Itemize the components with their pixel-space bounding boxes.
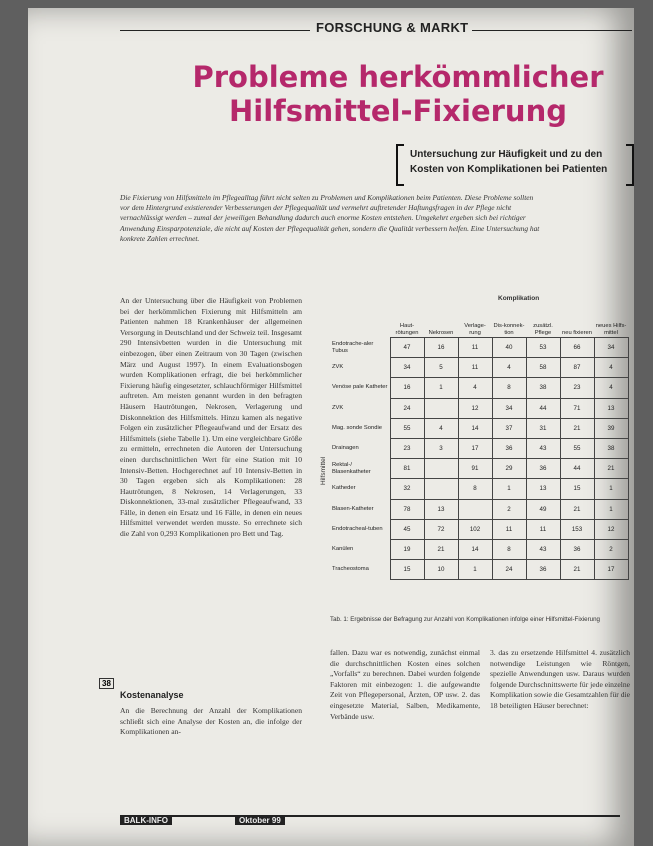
footer-issue: Oktober 99 bbox=[235, 816, 285, 825]
table-cell: 10 bbox=[424, 560, 458, 580]
table-cell: 11 bbox=[458, 358, 492, 378]
table-cell: 8 bbox=[492, 378, 526, 398]
table-cell bbox=[424, 459, 458, 479]
table-cell: 21 bbox=[560, 560, 594, 580]
table-cell: 2 bbox=[594, 539, 628, 559]
table-cell: 43 bbox=[526, 438, 560, 458]
table-cell: 66 bbox=[560, 338, 594, 358]
headline-line2: Hilfsmittel-Fixierung bbox=[229, 94, 567, 128]
table-cell: 78 bbox=[390, 499, 424, 519]
table-cell: 1 bbox=[458, 560, 492, 580]
row-label: Mag. sonde Sondie bbox=[332, 424, 382, 431]
table-row bbox=[330, 358, 628, 378]
table-cell: 12 bbox=[458, 398, 492, 418]
table-row bbox=[330, 398, 628, 418]
row-label: Endotracheal-tuben bbox=[332, 525, 383, 532]
table-cell: 53 bbox=[526, 338, 560, 358]
body-column-left bbox=[120, 296, 302, 540]
body-column-right bbox=[490, 648, 630, 712]
table-cell: 36 bbox=[492, 438, 526, 458]
row-label: Endotrache-aler Tubus bbox=[332, 340, 374, 354]
footer-publication: BALK-INFO bbox=[120, 816, 172, 825]
table-cell: 21 bbox=[424, 539, 458, 559]
table-cell: 36 bbox=[526, 459, 560, 479]
lead-paragraph: Die Fixierung von Hilfsmitteln im Pflegealltag führt nicht selten zu Problemen und Komplikationen beim Patienten. Diese Probleme sollten vor dem Hintergrund existierender Verbesserungen der Pflegequalität und vermehrt auftretender Haftungsfragen in der Pflege nicht vernachlässigt werden – zumal der jeweiligen Behandlung dadurch auch enorme Kosten entstehen. Umgekehrt ergeben sich bei richtiger Anwendung Einsparpotenziale, die nicht auf Kosten der Pflegequalität gehen, sondern die Qualität verbessern helfen. Eine Untersuchung hat konkrete Zahlen errechnet. bbox=[120, 193, 540, 243]
table-cell: 13 bbox=[424, 499, 458, 519]
table-cell: 24 bbox=[492, 560, 526, 580]
column-header: Verlage-rung bbox=[464, 323, 486, 336]
table-cell: 3 bbox=[424, 438, 458, 458]
table-row bbox=[330, 438, 628, 458]
table-row bbox=[330, 499, 628, 519]
table-row bbox=[330, 519, 628, 539]
table-cell: 32 bbox=[390, 479, 424, 499]
table-row-axis-label: Hilfsmittel bbox=[320, 456, 327, 485]
table-cell: 44 bbox=[526, 398, 560, 418]
row-label: ZVK bbox=[332, 404, 344, 411]
table-cell: 40 bbox=[492, 338, 526, 358]
table-group-header: Komplikation bbox=[498, 295, 540, 302]
body-text: An der Untersuchung über die Häufigkeit von Problemen bei der herkömmlichen Fixierung mit Hilfsmitteln am Patienten nahmen 18 Krankenhäuser der allgemeinen Versorgung in Deutschland und der Schweiz teil. Insgesamt 290 Intensivbetten wurden in die Untersuchung mit einbezogen, über einen Zeitraum von 30 Tagen (zwischen März und August 1997). In einem Evaluationsbogen wurden Komplikationen erfragt, die bei herkömmlicher Fixierung häufig eingesetzter, schlauchförmiger Hilfsmittel auftreten. Am meisten genannt wurden in den befragten Häusern Hautrötungen, Nekrosen, Verlagerung und Diskonnektion des Hilfsmittels. Hinzu kamen als negative Folgen ein zusätzlicher Pflegeaufwand und der Ersatz des Hilfsmittels (siehe Tabelle 1). Um eine vergleichbare Größe zu ermitteln, errechneten die Autoren der Untersuchung einen durchschnittlichen Wert für eine Station mit 10 Intensiv-Betten. Hochgerechnet auf 10 Intensiv-Betten in 30 Tagen ergeben sich als Komplikationen: 28 Hautrötungen, 8 Nekrosen, 14 Verlagerungen, 33 Diskonnektionen, 33-mal zusätzlicher Pflegeaufwand, 33 Fälle, in denen ein Ersatz und 16 Fälle, in denen ein neues Hilfsmittel verwendet werden musste. So errechnete sich die Zahl von 0,293 Komplikationen pro Bett und Tag. bbox=[120, 296, 302, 539]
table-cell: 8 bbox=[458, 479, 492, 499]
table-cell: 2 bbox=[492, 499, 526, 519]
column-header: Dis-konnek-tion bbox=[493, 323, 525, 336]
table-cell: 16 bbox=[390, 378, 424, 398]
header-rule-right bbox=[472, 30, 632, 31]
table-cell: 4 bbox=[594, 378, 628, 398]
table-cell: 49 bbox=[526, 499, 560, 519]
section-heading-costs: Kostenanalyse bbox=[120, 690, 184, 700]
table-cell: 1 bbox=[424, 378, 458, 398]
table-cell: 72 bbox=[424, 519, 458, 539]
table-cell: 19 bbox=[390, 539, 424, 559]
table-cell: 23 bbox=[560, 378, 594, 398]
table-cell: 71 bbox=[560, 398, 594, 418]
complications-table bbox=[330, 307, 629, 580]
body-text: 3. das zu ersetzende Hilfsmittel 4. zusätzlich notwendige Leistungen wie Röntgen, spezielle Anwendungen usw. Daraus wurden folgende Durchschnittswerte für jede einzelne Komplikation sowie die Gesamtzahlen für die 18 beteiligten Häuser berechnet: bbox=[490, 648, 631, 710]
table-cell: 38 bbox=[594, 438, 628, 458]
table-cell: 29 bbox=[492, 459, 526, 479]
table-cell: 1 bbox=[594, 479, 628, 499]
table-row bbox=[330, 418, 628, 438]
table-row bbox=[330, 378, 628, 398]
row-label: Katheder bbox=[332, 485, 356, 492]
table-row bbox=[330, 560, 628, 580]
table-cell: 31 bbox=[526, 418, 560, 438]
column-header: neues Hilfs-mittel bbox=[595, 323, 627, 336]
table-cell: 5 bbox=[424, 358, 458, 378]
page-footer bbox=[120, 815, 620, 827]
table-row bbox=[330, 479, 628, 499]
header-rule-left bbox=[120, 30, 310, 31]
table-cell: 102 bbox=[458, 519, 492, 539]
table-cell: 44 bbox=[560, 459, 594, 479]
table-cell bbox=[424, 398, 458, 418]
table-cell: 58 bbox=[526, 358, 560, 378]
bracket-right bbox=[626, 144, 634, 186]
table-cell: 4 bbox=[458, 378, 492, 398]
column-header: neu fixieren bbox=[562, 330, 592, 336]
table-caption: Tab. 1: Ergebnisse der Befragung zur Anzahl von Komplikationen infolge einer Hilfsmittel-Fixierung bbox=[330, 616, 600, 623]
table-cell: 43 bbox=[526, 539, 560, 559]
row-label: Venöse pale Katheter bbox=[332, 384, 388, 391]
table-cell: 39 bbox=[594, 418, 628, 438]
table-cell: 4 bbox=[594, 358, 628, 378]
table-cell: 14 bbox=[458, 539, 492, 559]
table-cell: 23 bbox=[390, 438, 424, 458]
table-cell: 36 bbox=[560, 539, 594, 559]
table-cell: 81 bbox=[390, 459, 424, 479]
table-cell: 17 bbox=[458, 438, 492, 458]
table-cell: 1 bbox=[594, 499, 628, 519]
row-label: Rektal-/ Blasenkatheter bbox=[332, 461, 371, 475]
table-cell: 45 bbox=[390, 519, 424, 539]
table-cell: 8 bbox=[492, 539, 526, 559]
body-column-middle bbox=[330, 648, 480, 722]
table-cell: 153 bbox=[560, 519, 594, 539]
table-cell: 11 bbox=[458, 338, 492, 358]
table-cell: 13 bbox=[594, 398, 628, 418]
subtitle-box bbox=[396, 144, 634, 184]
body-column-left-2 bbox=[120, 706, 302, 738]
table-cell: 17 bbox=[594, 560, 628, 580]
row-label: Blasen-Katheter bbox=[332, 505, 374, 512]
body-text: fallen. Dazu war es notwendig, zunächst einmal die durchschnittlichen Kosten eines solchen „Vorfalls“ zu berechnen. Dabei wurden folgende Faktoren mit einbezogen: 1. die aufgewandte Zeit von Pflegepersonal, Ärzten, OP usw. 2. das eingesetzte Material, Salben, Medikamente, Verbände usw. bbox=[330, 648, 480, 721]
table-row bbox=[330, 338, 628, 358]
row-label: Tracheostoma bbox=[332, 566, 369, 573]
table-cell: 87 bbox=[560, 358, 594, 378]
table-cell bbox=[424, 479, 458, 499]
table-cell: 34 bbox=[594, 338, 628, 358]
magazine-page bbox=[28, 8, 634, 846]
page-number: 38 bbox=[99, 678, 114, 689]
table-cell: 16 bbox=[424, 338, 458, 358]
table-cell: 21 bbox=[560, 418, 594, 438]
table-cell: 38 bbox=[526, 378, 560, 398]
body-text: An die Berechnung der Anzahl der Komplikationen schließt sich eine Analyse der Kosten an, die infolge der Komplikationen an- bbox=[120, 706, 302, 737]
table-cell bbox=[458, 499, 492, 519]
table-cell: 21 bbox=[560, 499, 594, 519]
headline-line1: Probleme herkömmlicher bbox=[192, 60, 604, 94]
table-cell: 55 bbox=[390, 418, 424, 438]
row-label: Drainagen bbox=[332, 445, 359, 452]
column-header: Haut-rötungen bbox=[395, 323, 419, 336]
table-cell: 55 bbox=[560, 438, 594, 458]
row-label: ZVK bbox=[332, 364, 344, 371]
table-cell: 14 bbox=[458, 418, 492, 438]
table-cell: 15 bbox=[390, 560, 424, 580]
table-cell: 13 bbox=[526, 479, 560, 499]
table-cell: 11 bbox=[492, 519, 526, 539]
bracket-left bbox=[396, 144, 404, 186]
table-cell: 15 bbox=[560, 479, 594, 499]
table-cell: 36 bbox=[526, 560, 560, 580]
row-label: Kanülen bbox=[332, 545, 354, 552]
table-cell: 37 bbox=[492, 418, 526, 438]
table-corner bbox=[330, 307, 390, 338]
column-header: Nekrosen bbox=[428, 330, 454, 336]
table-cell: 4 bbox=[424, 418, 458, 438]
table-cell: 1 bbox=[492, 479, 526, 499]
table-cell: 91 bbox=[458, 459, 492, 479]
subtitle: Untersuchung zur Häufigkeit und zu den Kosten von Komplikationen bei Patienten bbox=[410, 149, 608, 175]
table-cell: 11 bbox=[526, 519, 560, 539]
table-cell: 21 bbox=[594, 459, 628, 479]
table-cell: 24 bbox=[390, 398, 424, 418]
table-cell: 4 bbox=[492, 358, 526, 378]
column-header: zusätzl. Pflege bbox=[533, 323, 553, 336]
section-label: FORSCHUNG & MARKT bbox=[316, 20, 469, 35]
table-cell: 12 bbox=[594, 519, 628, 539]
table-cell: 47 bbox=[390, 338, 424, 358]
table-row bbox=[330, 459, 628, 479]
table-row bbox=[330, 539, 628, 559]
table-cell: 34 bbox=[492, 398, 526, 418]
table-cell: 34 bbox=[390, 358, 424, 378]
